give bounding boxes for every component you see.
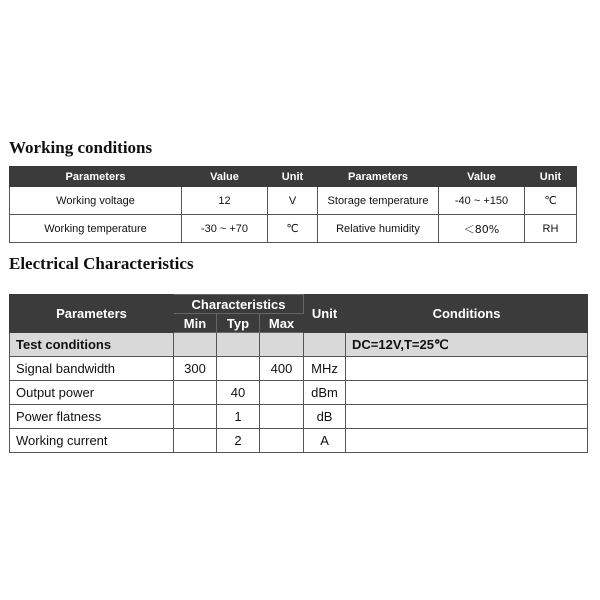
table-header-row xyxy=(10,295,588,314)
table-row xyxy=(10,187,577,215)
table-cell: dBm xyxy=(304,381,346,405)
table-cell: RH xyxy=(525,215,577,243)
column-header: Parameters xyxy=(10,167,182,187)
table-row xyxy=(10,381,588,405)
table-cell: ＜80% xyxy=(439,215,525,243)
column-header: Unit xyxy=(268,167,318,187)
table-cell: MHz xyxy=(304,357,346,381)
table-cell xyxy=(260,405,304,429)
table-cell: -30 ~ +70 xyxy=(182,215,268,243)
column-header: Value xyxy=(439,167,525,187)
column-header: Max xyxy=(260,314,304,333)
table-cell xyxy=(217,333,260,357)
table-cell xyxy=(346,405,588,429)
working-conditions-title: Working conditions xyxy=(9,138,153,157)
table-header-row xyxy=(10,167,577,187)
column-header: Parameters xyxy=(318,167,439,187)
table-cell: 400 xyxy=(260,357,304,381)
table-cell: 12 xyxy=(182,187,268,215)
electrical-characteristics-table xyxy=(9,294,588,453)
table-cell xyxy=(260,429,304,453)
table-cell: V xyxy=(268,187,318,215)
table-cell xyxy=(217,357,260,381)
table-cell xyxy=(346,381,588,405)
table-row xyxy=(10,405,588,429)
table-cell xyxy=(346,429,588,453)
column-header: Parameters xyxy=(10,295,174,333)
table-cell xyxy=(174,405,217,429)
table-cell xyxy=(260,381,304,405)
table-cell: Storage temperature xyxy=(318,187,439,215)
table-cell: 300 xyxy=(174,357,217,381)
table-cell: ℃ xyxy=(525,187,577,215)
table-row xyxy=(10,215,577,243)
table-cell: Working temperature xyxy=(10,215,182,243)
table-row xyxy=(10,357,588,381)
table-cell: DC=12V,T=25℃ xyxy=(346,333,588,357)
table-cell: -40 ~ +150 xyxy=(439,187,525,215)
table-cell xyxy=(346,357,588,381)
table-cell: 2 xyxy=(217,429,260,453)
table-cell xyxy=(304,333,346,357)
table-cell: A xyxy=(304,429,346,453)
table-cell: Output power xyxy=(10,381,174,405)
table-cell: Signal bandwidth xyxy=(10,357,174,381)
table-cell: Power flatness xyxy=(10,405,174,429)
column-header: Value xyxy=(182,167,268,187)
column-header: Typ xyxy=(217,314,260,333)
column-header: Conditions xyxy=(346,295,588,333)
table-cell: dB xyxy=(304,405,346,429)
table-cell: Relative humidity xyxy=(318,215,439,243)
table-cell xyxy=(174,429,217,453)
table-cell: Test conditions xyxy=(10,333,174,357)
table-cell: Working current xyxy=(10,429,174,453)
table-cell: Working voltage xyxy=(10,187,182,215)
table-cell: 1 xyxy=(217,405,260,429)
table-cell xyxy=(174,381,217,405)
table-cell: ℃ xyxy=(268,215,318,243)
column-header: Unit xyxy=(304,295,346,333)
column-header: Unit xyxy=(525,167,577,187)
working-conditions-table xyxy=(9,166,577,243)
table-cell: 40 xyxy=(217,381,260,405)
column-header: Min xyxy=(174,314,217,333)
test-conditions-row xyxy=(10,333,588,357)
table-cell xyxy=(174,333,217,357)
column-header: Characteristics xyxy=(174,295,304,314)
table-row xyxy=(10,429,588,453)
electrical-characteristics-title: Electrical Characteristics xyxy=(9,254,194,273)
table-cell xyxy=(260,333,304,357)
